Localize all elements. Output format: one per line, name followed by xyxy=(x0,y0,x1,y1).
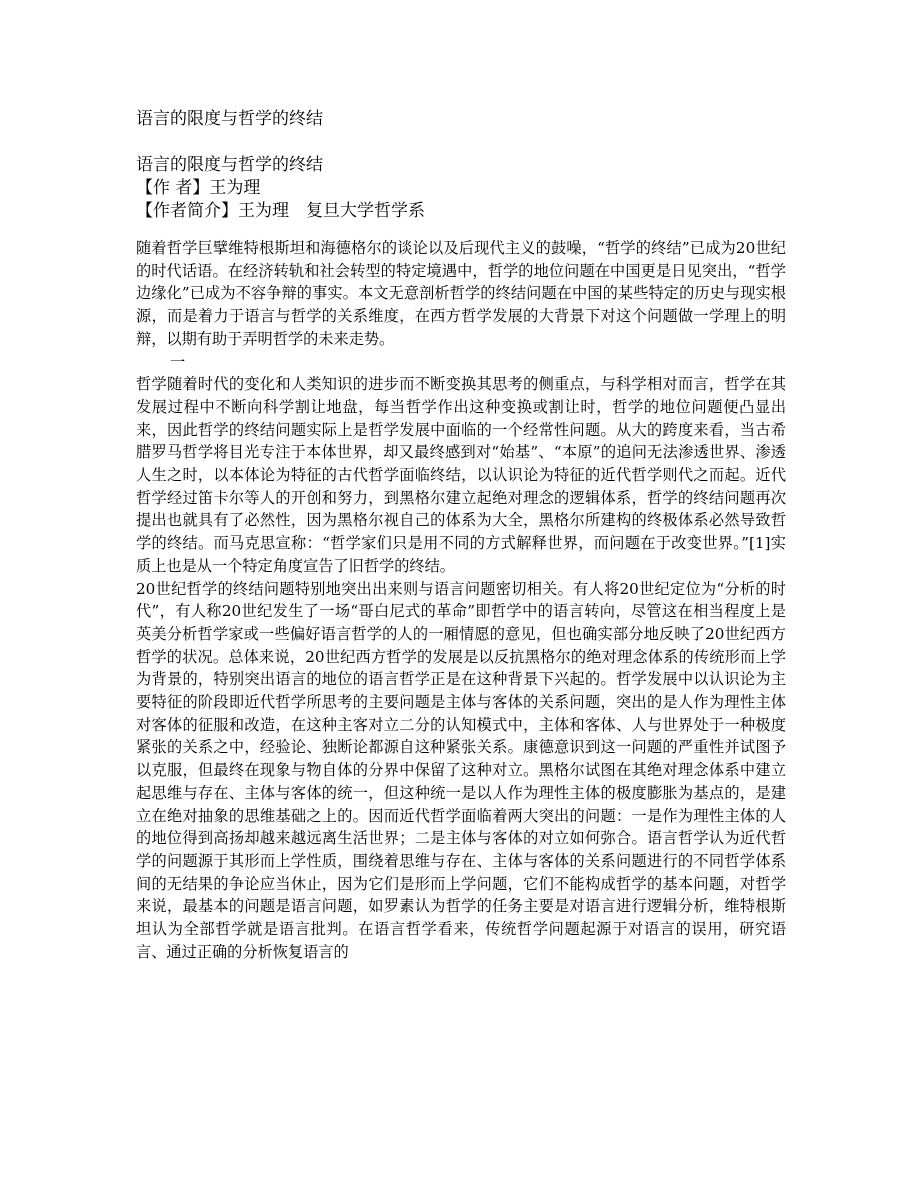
body-paragraph-2: 20世纪哲学的终结问题特别地突出出来则与语言问题密切相关。有人将20世纪定位为“分析的时代”，有人称20世纪发生了一场“哥白尼式的革命”即哲学中的语言转向，尽管这在相当程度上是英美分析哲学家或一些偏好语言哲学的人的一厢情愿的意见，但也确实部分地反映了20世纪西方哲学的状况。总体来说，20世纪西方哲学的发展是以反抗黑格尔的绝对理念体系的传统形而上学为背景的，特别突出语言的地位的语言哲学正是在这种背景下兴起的。哲学发展中以认识论为主要特征的阶段即近代哲学所思考的主要问题是主体与客体的关系问题，突出的是人作为理性主体对客体的征服和改造，在这种主客对立二分的认知模式中，主体和客体、人与世界处于一种极度紧张的关系之中，经验论、独断论都源自这种紧张关系。康德意识到这一问题的严重性并试图予以克服，但最终在现象与物自体的分界中保留了这种对立。黑格尔试图在其绝对理念体系中建立起思维与存在、主体与客体的统一，但这种统一是以人作为理性主体的极度膨胀为基点的，是建立在绝对抽象的思维基础之上的。因而近代哲学面临着两大突出的问题：一是作为理性主体的人的地位得到高扬却越来越远离生活世界；二是主体与客体的对立如何弥合。语言哲学认为近代哲学的问题源于其形而上学性质，围绕着思维与存在、主体与客体的关系问题进行的不同哲学体系间的无结果的争论应当休止，因为它们是形而上学问题，它们不能构成哲学的基本问题，对哲学来说，最基本的问题是语言问题，如罗素认为哲学的任务主要是对语言进行逻辑分析，维特根斯坦认为全部哲学就是语言批判。在语言哲学看来，传统哲学问题起源于对语言的误用，研究语言、通过正确的分析恢复语言的 xyxy=(136,579,786,961)
author-line: 【作 者】王为理 xyxy=(136,178,261,198)
header-spacer xyxy=(136,223,786,237)
body-paragraph-1: 哲学随着时代的变化和人类知识的进步而不断变换其思考的侧重点，与科学相对而言，哲学在其发展过程中不断向科学割让地盘，每当哲学作出这种变换或割让时，哲学的地位问题便凸显出来，因此哲学的终结问题实际上是哲学发展中面临的一个经常性问题。从大的跨度来看，当古希腊罗马哲学将目光专注于本体世界，却又最终感到对“始基”、“本原”的追问无法渗透世界、渗透人生之时，以本体论为特征的古代哲学面临终结，以认识论为特征的近代哲学则代之而起。近代哲学经过笛卡尔等人的开创和努力，到黑格尔建立起绝对理念的逻辑体系，哲学的终结问题再次提出也就具有了必然性，因为黑格尔视自己的体系为大全，黑格尔所建构的终极体系必然导致哲学的终结。而马克思宣称：“哲学家们只是用不同的方式解释世界，而问题在于改变世界。”[1]实质上也是从一个特定角度宣告了旧哲学的终结。 xyxy=(136,375,786,575)
document-title: 语言的限度与哲学的终结 xyxy=(136,109,323,129)
section-number: 一 xyxy=(170,352,186,371)
author-bio-line: 【作者简介】王为理 复旦大学哲学系 xyxy=(136,201,425,221)
article-title: 语言的限度与哲学的终结 xyxy=(136,155,323,175)
abstract-paragraph: 随着哲学巨擘维特根斯坦和海德格尔的谈论以及后现代主义的鼓噪，“哲学的终结”已成为20世纪的时代话语。在经济转轨和社会转型的特定境遇中，哲学的地位问题在中国更是日见突出，“哲学边缘化”已成为不容争辩的事实。本文无意剖析哲学的终结问题在中国的某些特定的历史与现实根源，而是着力于语言与哲学的关系维度，在西方哲学发展的大背景下对这个问题做一学理上的明辩，以期有助于弄明哲学的未来走势。 xyxy=(136,239,786,348)
document-page xyxy=(136,100,786,964)
